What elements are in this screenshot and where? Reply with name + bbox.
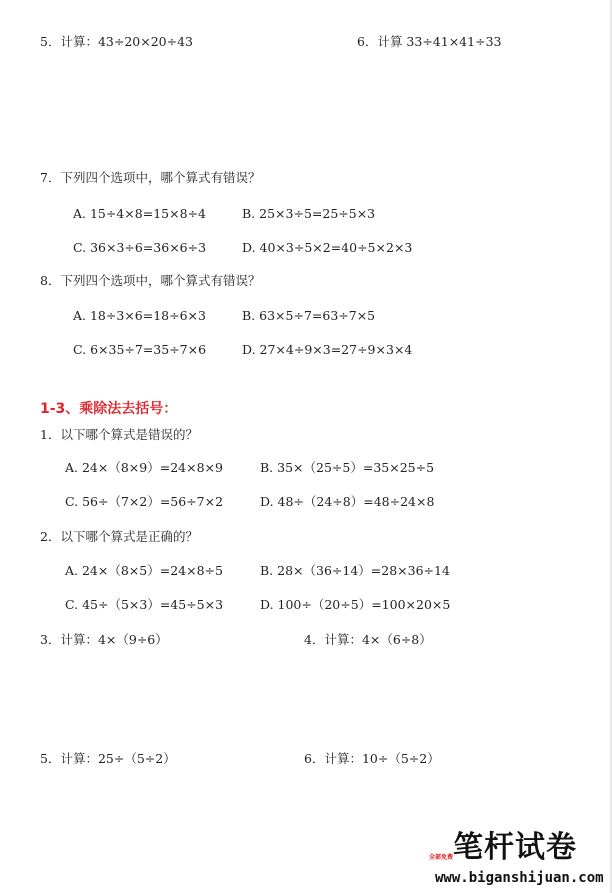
question-8-option-b: B. 63×5÷7=63÷7×5 [242,308,376,323]
section-question-2-stem: 2．以下哪个算式是正确的？ [40,529,198,544]
question-7-option-c: C. 36×3÷6=36×6÷3 [73,240,207,255]
logo-url: www.biganshijuan.com [435,870,604,886]
question-7-stem: 7．下列四个选项中，哪个算式有错误？ [40,170,261,185]
question-7-option-b: B. 25×3÷5=25÷5×3 [242,206,376,221]
question-5: 5．计算：43÷20×20÷43 [40,34,193,49]
section-question-6: 6．计算：10÷（5÷2） [304,751,440,766]
site-logo [425,830,605,889]
question-8-stem: 8．下列四个选项中，哪个算式有错误？ [40,273,261,288]
section-question-2-option-d: D. 100÷（20÷5）=100×20×5 [260,597,451,612]
question-6: 6．计算 33÷41×41÷33 [357,34,502,49]
question-7-option-a: A. 15÷4×8=15×8÷4 [73,206,206,221]
section-question-4: 4．计算：4×（6÷8） [304,632,432,647]
section-question-1-stem: 1．以下哪个算式是错误的？ [40,427,198,442]
question-8-option-a: A. 18÷3×6=18÷6×3 [73,308,206,323]
section-question-2-option-c: C. 45÷（5×3）=45÷5×3 [65,597,224,612]
logo-title: 笔杆试卷 [453,830,577,865]
question-7-option-d: D. 40×3÷5×2=40÷5×2×3 [242,240,413,255]
question-8-option-d: D. 27×4÷9×3=27÷9×3×4 [242,342,413,357]
section-question-1-option-b: B. 35×（25÷5）=35×25÷5 [260,460,435,475]
section-question-1-option-d: D. 48÷（24÷8）=48÷24×8 [260,494,435,509]
section-question-1-option-c: C. 56÷（7×2）=56÷7×2 [65,494,224,509]
section-title: 1-3、乘除法去括号： [40,401,178,417]
section-question-3: 3．计算：4×（9÷6） [40,632,168,647]
question-8-option-c: C. 6×35÷7=35÷7×6 [73,342,207,357]
section-question-5: 5．计算：25÷（5÷2） [40,751,176,766]
section-question-2-option-b: B. 28×（36÷14）=28×36÷14 [260,563,450,578]
section-question-2-option-a: A. 24×（8×5）=24×8÷5 [65,563,223,578]
section-question-1-option-a: A. 24×（8×9）=24×8×9 [65,460,223,475]
logo-badge: 全部免费 [429,854,454,861]
